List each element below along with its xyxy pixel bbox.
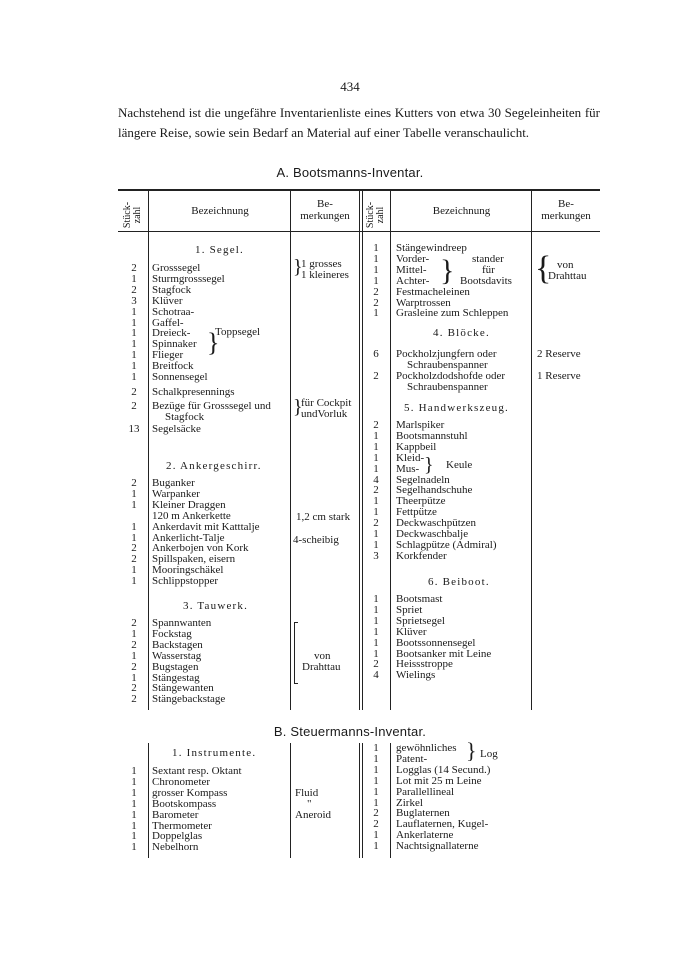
item-name: Nachtsignallaterne [396, 840, 479, 853]
subsection-title: 1. Instrumente. [172, 747, 257, 759]
count-cell: 1 [131, 819, 137, 832]
item-name: Stängewindreep [396, 242, 467, 254]
item-name: Mooringschäkel [152, 564, 224, 577]
count-cell: 1 [373, 752, 379, 765]
count-cell: 1 [373, 440, 379, 453]
count-cell: 2 [131, 638, 137, 651]
count-cell: 2 [373, 419, 379, 431]
brace-symbol: } [466, 738, 477, 763]
remark-cell: Drahttau [302, 661, 341, 673]
count-cell: 1 [131, 305, 137, 318]
count-cell: 2 [373, 285, 379, 298]
item-name: Deckwaschbalje [396, 528, 469, 540]
count-cell: 2 [373, 370, 379, 382]
count-cell: 1 [131, 765, 137, 777]
item-name: Flieger [152, 349, 184, 362]
item-name: Doppelglas [152, 830, 203, 843]
remark-cell: Drahttau [548, 270, 587, 282]
item-name: Patent- [396, 752, 428, 765]
count-cell: 1 [131, 520, 137, 533]
count-cell: 2 [131, 693, 137, 706]
count-cell: 1 [373, 451, 379, 464]
count-cell: 2 [131, 617, 137, 629]
item-name: Sonnensegel [152, 371, 208, 383]
intro-paragraph: Nachstehend ist die ungefähre Inventarienliste eines Kutters von etwa 30 Segeleinheiten für längere Reise, sowie sein Bedarf an Material auf einer Tabelle veranschaulicht. [118, 105, 600, 140]
item-name: Wielings [396, 669, 436, 682]
table-b-col-divider [290, 743, 291, 858]
item-name: Vorder- [396, 252, 430, 265]
table-a-col-divider [390, 190, 391, 710]
count-cell: 1 [373, 840, 379, 853]
remark-cell: für Cockpit [301, 397, 352, 409]
count-cell: 1 [131, 627, 137, 640]
count-cell: 1 [131, 531, 137, 544]
item-name: Pockholzjungfern oder [396, 348, 497, 360]
header-count-right: Stück- zahl [365, 201, 386, 229]
count-cell: 2 [373, 807, 379, 820]
count-cell: 1 [373, 462, 379, 475]
count-cell: 2 [131, 682, 137, 695]
count-cell: 2 [131, 477, 137, 489]
item-name: Schalkpresennings [152, 385, 235, 398]
count-cell: 1 [373, 307, 379, 320]
item-name: Log [480, 748, 498, 760]
item-name: Segelnadeln [396, 473, 450, 486]
count-cell: 2 [131, 385, 137, 398]
header-name-left: Bezeichnung [191, 205, 249, 217]
brace-symbol: } [424, 454, 434, 476]
item-name: 120 m Ankerkette [152, 509, 231, 522]
remark-cell: von [557, 259, 574, 271]
item-name: Zirkel [396, 796, 423, 809]
count-cell: 1 [373, 538, 379, 551]
item-name: gewöhnliches [396, 742, 457, 754]
item-name: Schraubenspanner [407, 358, 488, 371]
count-cell: 1 [373, 263, 379, 276]
item-name: Bootsmannstuhl [396, 429, 468, 442]
count-cell: 1 [131, 797, 137, 810]
brace-symbol: { [535, 250, 552, 287]
item-name: Klüver [152, 294, 183, 307]
count-cell: 1 [131, 360, 137, 373]
count-cell: 1 [131, 671, 137, 684]
count-cell: 1 [373, 274, 379, 287]
item-name: Spinnaker [152, 338, 197, 351]
count-cell: 1 [131, 498, 137, 511]
item-name: Kleid- [396, 451, 425, 464]
remark-cell: 4-scheibig [293, 534, 339, 546]
item-name: Kappbeil [396, 440, 437, 453]
table-b-col-divider [362, 743, 363, 858]
item-name: für [482, 264, 495, 276]
count-cell: 1 [131, 316, 137, 329]
item-name: Logglas (14 Secund.) [396, 763, 491, 776]
brace-symbol: } [207, 328, 220, 357]
item-name: Keule [446, 459, 473, 471]
item-name: Wasserstag [152, 649, 202, 662]
count-cell: 2 [131, 283, 137, 296]
item-name: Gaffel- [152, 316, 184, 329]
header-remarks-left: Be- merkungen [300, 198, 350, 222]
brace-symbol [294, 622, 298, 684]
item-name: Schlagpütze (Admiral) [396, 538, 497, 551]
item-name: Chronometer [152, 775, 211, 788]
count-cell: 1 [373, 506, 379, 519]
remark-cell: " [307, 797, 312, 810]
count-cell: 4 [373, 669, 379, 682]
count-cell: 1 [373, 774, 379, 787]
count-cell: 1 [131, 808, 137, 821]
remark-cell: 1 kleineres [301, 269, 349, 281]
section-a-title: A. Bootsmanns-Inventar. [276, 165, 424, 180]
count-cell: 1 [131, 830, 137, 843]
item-name: Warptrossen [396, 296, 451, 309]
item-name: Stängestag [152, 671, 200, 684]
count-cell: 1 [373, 495, 379, 508]
table-b-col-divider [148, 743, 149, 858]
table-a-col-divider [290, 190, 291, 710]
item-name: Mittel- [396, 263, 427, 276]
count-cell: 4 [373, 473, 379, 486]
table-a-col-divider [362, 190, 363, 710]
table-b-col-divider [359, 743, 360, 858]
remark-cell: von [314, 650, 331, 662]
count-cell: 1 [373, 625, 379, 638]
item-name: Bootsanker mit Leine [396, 647, 492, 660]
table-b-col-divider [390, 743, 391, 858]
item-name: Warpanker [152, 487, 200, 500]
count-cell: 1 [131, 338, 137, 351]
item-name: Bootsmast [396, 593, 443, 605]
count-cell: 2 [373, 658, 379, 671]
count-cell: 1 [373, 796, 379, 809]
table-a-col-divider [148, 190, 149, 710]
header-count-left: Stück- zahl [122, 201, 143, 229]
item-name: Lot mit 25 m Leine [396, 774, 482, 787]
count-cell: 2 [131, 553, 137, 566]
item-name: Grasleine zum Schleppen [396, 307, 509, 320]
item-name: Spriet [396, 603, 423, 616]
remark-cell: Aneroid [295, 808, 332, 821]
count-cell: 1 [373, 603, 379, 616]
count-cell: 1 [131, 649, 137, 662]
count-cell: 1 [373, 429, 379, 442]
count-cell: 1 [131, 564, 137, 577]
remark-cell: 1,2 cm stark [296, 511, 351, 523]
item-name: Bezüge für Grosssegel und [152, 399, 271, 412]
item-name: Stängewanten [152, 682, 214, 695]
count-cell: 1 [131, 349, 137, 362]
count-cell: 1 [373, 528, 379, 540]
header-remarks-right: Be- merkungen [541, 198, 591, 222]
item-name: Stagfock [152, 283, 192, 296]
subsection-title: 6. Beiboot. [428, 576, 490, 588]
count-cell: 1 [131, 371, 137, 383]
count-cell: 1 [131, 487, 137, 500]
item-name: Heissstroppe [396, 658, 453, 671]
count-cell: 1 [373, 614, 379, 627]
item-name: Bootsdavits [460, 275, 512, 287]
count-cell: 1 [131, 272, 137, 285]
item-name: Theerpütze [396, 495, 446, 508]
item-name: Ankerdavit mit Katttalje [152, 520, 260, 533]
item-name: Bootskompass [152, 797, 217, 810]
item-name: Schlippstopper [152, 575, 218, 588]
count-cell: 1 [131, 327, 137, 340]
item-name: Breitfock [152, 360, 194, 373]
item-name: Segelsäcke [152, 422, 201, 435]
item-name: Buglaternen [396, 807, 450, 820]
item-name: Ankerlicht-Talje [152, 531, 225, 544]
count-cell: 3 [373, 549, 379, 562]
count-cell: 2 [131, 660, 137, 673]
subsection-title: 1. Segel. [195, 244, 244, 256]
count-cell: 1 [131, 786, 137, 799]
count-cell: 1 [373, 763, 379, 776]
item-name: Pockholzdodshofde oder [396, 370, 506, 382]
table-a-col-divider [531, 190, 532, 710]
subsection-title: 3. Tauwerk. [183, 600, 249, 612]
remark-cell: undVorluk [301, 408, 348, 420]
item-name: Achter- [396, 274, 430, 287]
page-number: 434 [340, 79, 360, 94]
count-cell: 1 [373, 593, 379, 605]
item-name: Fettpütze [396, 506, 437, 519]
count-cell: 2 [131, 542, 137, 555]
item-name: Sturmgrosssegel [152, 272, 225, 285]
brace-symbol: } [293, 256, 303, 278]
subsection-title: 2. Ankergeschirr. [166, 460, 262, 472]
count-cell: 2 [131, 262, 137, 274]
item-name: Fockstag [152, 627, 192, 640]
item-name: Lauflaternen, Kugel- [396, 818, 489, 831]
item-name: Deckwaschpützen [396, 517, 477, 530]
item-name: Spannwanten [152, 617, 212, 629]
count-cell: 1 [373, 785, 379, 798]
item-name: Stagfock [165, 410, 205, 423]
section-b-title: B. Steuermanns-Inventar. [273, 724, 427, 739]
count-cell: 2 [373, 818, 379, 831]
item-name: grosser Kompass [152, 786, 228, 799]
item-name: Segelhandschuhe [396, 484, 473, 497]
count-cell: 6 [373, 348, 379, 360]
item-name: Sextant resp. Oktant [152, 765, 242, 777]
item-name: Backstagen [152, 638, 203, 651]
item-name: Buganker [152, 477, 195, 489]
count-cell: 2 [131, 399, 137, 412]
count-cell: 2 [373, 484, 379, 497]
table-a-col-divider [359, 190, 360, 710]
brace-symbol: } [293, 396, 303, 418]
header-name-right: Bezeichnung [432, 205, 491, 217]
item-name: Mus- [396, 462, 420, 475]
item-name: stander [472, 253, 504, 265]
item-name: Bugstagen [152, 660, 199, 673]
count-cell: 2 [373, 517, 379, 530]
count-cell: 1 [131, 775, 137, 788]
item-name: Festmacheleinen [396, 285, 470, 298]
count-cell: 1 [131, 575, 137, 588]
item-name: Dreieck- [152, 327, 191, 340]
item-name: Grosssegel [152, 262, 201, 274]
item-name: Ankerlaterne [396, 829, 454, 842]
item-name: Nebelhorn [152, 841, 199, 854]
brace-symbol: } [440, 254, 455, 287]
item-name: Barometer [152, 808, 199, 821]
item-name: Thermometer [152, 819, 212, 832]
count-cell: 1 [131, 841, 137, 854]
count-cell: 1 [373, 647, 379, 660]
item-name: Toppsegel [215, 326, 261, 338]
item-name: Stängebackstage [152, 693, 226, 706]
item-name: Schotraa- [152, 305, 195, 318]
item-name: Schraubenspanner [407, 380, 488, 393]
count-cell: 2 [373, 296, 379, 309]
item-name: Spillspaken, eisern [152, 553, 236, 566]
item-name: Ankerbojen von Kork [152, 542, 249, 555]
subsection-title: 4. Blöcke. [433, 327, 490, 339]
remark-cell: 2 Reserve [537, 348, 581, 360]
count-cell: 1 [373, 252, 379, 265]
count-cell: 3 [131, 294, 137, 307]
item-name: Kleiner Draggen [152, 498, 226, 511]
item-name: Parallellineal [396, 785, 455, 798]
item-name: Sprietsegel [396, 614, 445, 627]
remark-cell: Fluid [295, 786, 319, 799]
item-name: Bootssonnensegel [396, 636, 476, 649]
count-cell: 1 [373, 636, 379, 649]
remark-cell: 1 Reserve [537, 370, 581, 382]
remark-cell: 1 grosses [301, 258, 342, 270]
count-cell: 1 [373, 742, 379, 754]
count-cell: 13 [128, 422, 140, 435]
item-name: Klüver [396, 625, 427, 638]
count-cell: 1 [373, 829, 379, 842]
count-cell: 1 [373, 242, 379, 254]
item-name: Marlspiker [396, 419, 445, 431]
item-name: Korkfender [396, 549, 447, 562]
subsection-title: 5. Handwerkszeug. [404, 402, 510, 414]
